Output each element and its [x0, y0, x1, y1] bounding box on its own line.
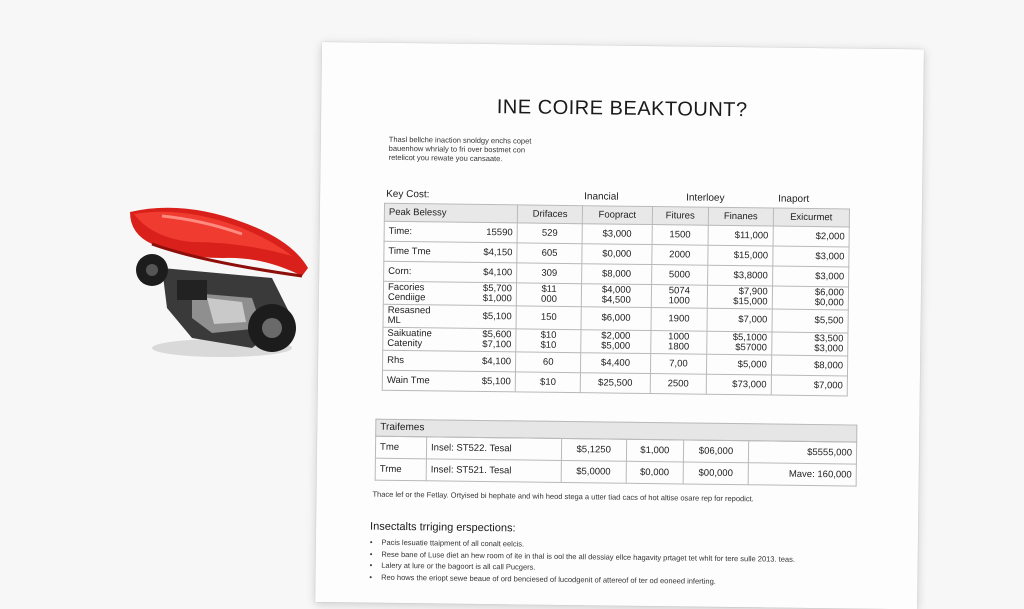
table-cell: $2,000 — [773, 226, 850, 247]
table-cell: $5,600 $7,100 — [475, 328, 516, 351]
row-sublabel: Cendiige — [387, 291, 426, 304]
table-cell: $3,8000 — [708, 265, 773, 286]
table-cell: $5,500 — [772, 309, 849, 333]
table-cell: Mave: 160,000 — [748, 463, 856, 486]
table-cell: $11,000 — [708, 225, 773, 246]
table-cell: $06,000 — [683, 440, 748, 463]
financial-label: Inancial — [584, 191, 619, 203]
list-item: • Lalery at lure or the bagoort is all call Pucgers. — [370, 560, 795, 577]
row-label: Time: — [384, 221, 477, 242]
table-cell: $00,000 — [683, 462, 748, 485]
table-cell: $11 000 — [516, 283, 582, 307]
table-cell: $4,000 $4,500 — [582, 284, 652, 308]
table-cell: $0,000 — [582, 244, 651, 265]
column-header: Fitures — [652, 207, 709, 226]
table-cell: $7,000 — [707, 308, 772, 332]
table-cell: 2500 — [650, 374, 707, 395]
table-cell: $4,100 — [476, 262, 517, 282]
intro-paragraph — [389, 135, 629, 165]
key-cost-table — [382, 203, 850, 397]
table-cell: $3,000 — [772, 246, 849, 267]
table-cell: 5000 — [651, 265, 708, 286]
table-cell: $8,000 — [771, 355, 848, 376]
table-cell: $10 — [515, 372, 581, 393]
table-cell: $15,000 — [708, 245, 773, 266]
table-cell: 15590 — [477, 222, 518, 242]
table-cell: $25,500 — [581, 373, 650, 394]
column-header: Foopract — [583, 206, 652, 225]
table-cell: $10 $10 — [516, 329, 582, 353]
table-cell: 7,00 — [650, 354, 707, 375]
column-header: Finanes — [708, 207, 773, 226]
row-label: Corn: — [384, 261, 477, 282]
footnote: Thace lef or the Fetlay. Ortyised bi hephate and wih heod stega a utter tiad cacs of hot altise osare rep for repodict. — [372, 489, 754, 504]
table-cell: $3,000 — [772, 266, 849, 287]
table-row — [375, 458, 856, 486]
row-label: Resasned ML — [383, 304, 476, 328]
intro-line: Thasl bellche inaction snoldgy enchs copet — [388, 134, 532, 146]
inspections-heading: Insectalts trriging erspections: — [370, 520, 516, 535]
page-title: INE COIRE BEAKTOUNT? — [496, 96, 748, 122]
table-cell: $8,000 — [582, 264, 651, 285]
table-row — [382, 370, 847, 396]
table-cell: 60 — [515, 352, 581, 373]
row-label: Facories Cendiige — [383, 281, 476, 305]
intro-line: retelicot you rewate you cansaate. — [388, 152, 503, 164]
table-cell: $3,000 — [582, 224, 651, 245]
table-cell: $5,1000 $57000 — [707, 331, 772, 355]
table-cell: $73,000 — [706, 374, 771, 395]
row-label: Wain Tme — [382, 370, 475, 391]
table-cell: $5,100 — [476, 305, 517, 328]
row-sublabel: ML — [387, 314, 401, 326]
table-cell: 1000 1800 — [650, 331, 707, 355]
column-header: Drifaces — [517, 205, 582, 224]
table-cell: $5,0000 — [561, 460, 626, 483]
list-item: • Rese bane of Luse diet an hew room of ite in thal is ool the all dessiay ellce hagavity prtaget tet whlt for tere sulle 2013. teas. — [370, 548, 795, 565]
red-engine-part-icon — [122, 198, 322, 366]
table-cell: $5555,000 — [748, 441, 856, 464]
intro-line: bauenhow whrialy to fri over bostmet con — [388, 143, 526, 155]
table-cell: $5,100 — [475, 371, 516, 391]
table-cell: 2000 — [651, 245, 708, 266]
section-labels — [320, 188, 922, 205]
table-cell: $6,000 $0,000 — [772, 286, 849, 310]
column-header: Peak Belessy — [384, 203, 517, 223]
table-cell: 605 — [517, 243, 583, 264]
table-cell: $3,500 $3,000 — [771, 332, 848, 356]
table-cell: 1900 — [651, 308, 708, 332]
row-label: Time Tme — [384, 241, 477, 262]
table-cell: $0,000 — [626, 461, 683, 484]
row-label: Saikuatine Catenity — [383, 327, 476, 351]
table-cell: Tme — [375, 436, 426, 459]
totals-table — [375, 436, 858, 487]
table-cell: $7,000 — [771, 375, 848, 396]
table-cell: $4,150 — [476, 242, 517, 262]
table-cell: $4,400 — [581, 353, 650, 374]
table-cell: 5074 1000 — [651, 285, 708, 309]
table-cell: $5,700 $1,000 — [476, 282, 517, 305]
interley-label: Interloey — [686, 192, 725, 204]
inaport-label: Inaport — [778, 193, 810, 205]
table-cell: 1500 — [652, 225, 709, 246]
column-header: Exicurmet — [773, 208, 850, 227]
key-cost-label: Key Cost: — [386, 188, 430, 201]
table-cell: $5,1250 — [561, 438, 626, 461]
table-cell: 529 — [517, 223, 583, 244]
list-item: • Reo hows the eriopt sewe beaue of ord benciesed of lucodgenit of attereof of ter od eoneed inferting. — [369, 571, 794, 588]
table-cell: Insel: ST522. Tesal — [426, 437, 561, 461]
row-label: Rhs — [382, 350, 475, 371]
table-cell: Insel: ST521. Tesal — [426, 459, 561, 483]
list-item: • Pacis lesuatie ttaipment of all conalt eelcis. — [370, 537, 795, 554]
totals-heading: Traifemes — [375, 419, 857, 443]
table-cell: $6,000 — [581, 307, 651, 331]
table-cell: $2,000 $5,000 — [581, 330, 651, 354]
table-cell: $5,000 — [707, 354, 772, 375]
table-cell: Trme — [375, 458, 426, 481]
table-cell: $1,000 — [626, 439, 683, 462]
table-cell: 309 — [517, 263, 583, 284]
table-cell: 150 — [516, 306, 582, 330]
table-cell: $4,100 — [475, 351, 516, 371]
row-sublabel: Catenity — [387, 337, 423, 350]
cost-document — [315, 42, 924, 609]
inspections-list — [369, 537, 795, 588]
table-cell: $7,900 $15,000 — [707, 285, 772, 309]
